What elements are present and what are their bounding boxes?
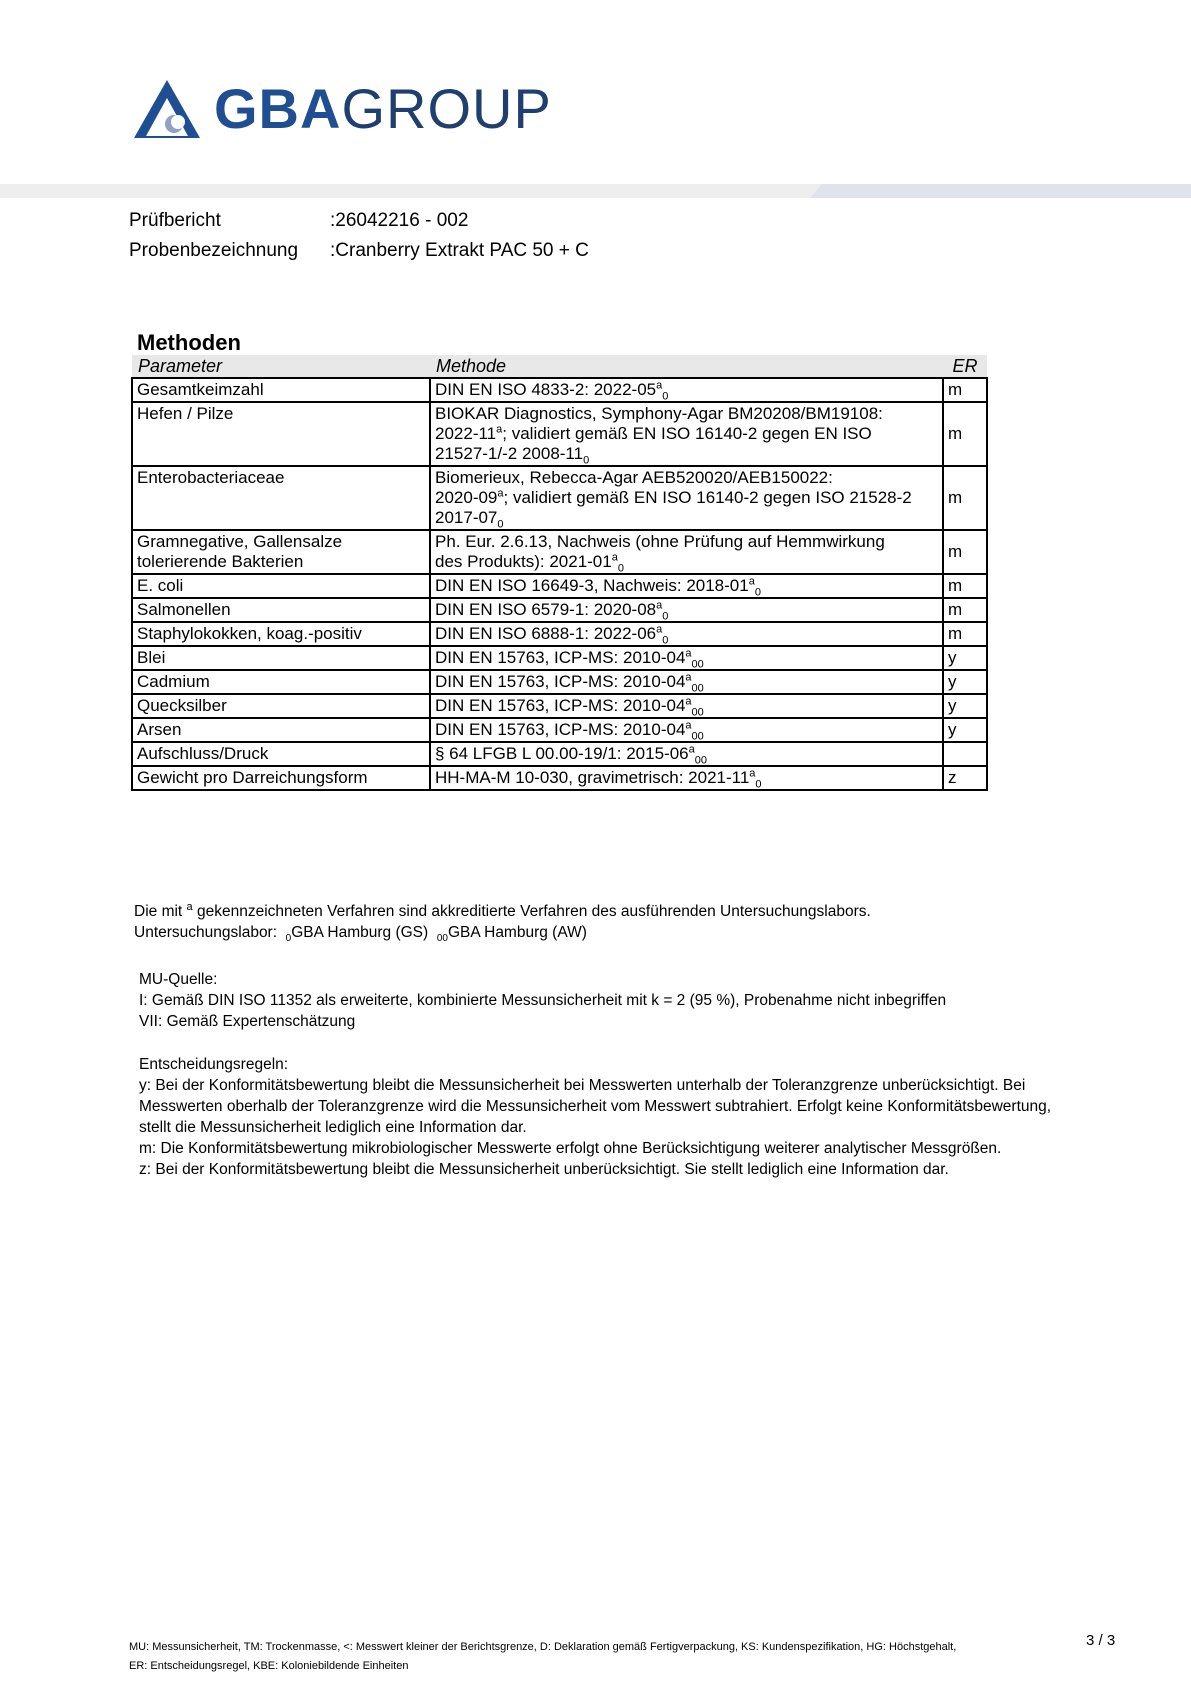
decision-rules-section xyxy=(139,1054,1079,1180)
table-row xyxy=(132,646,987,670)
column-header-er: ER xyxy=(943,355,987,378)
parameter-cell: Blei xyxy=(132,646,430,670)
table-row xyxy=(132,694,987,718)
methods-title: Methoden xyxy=(137,330,241,355)
table-row xyxy=(132,574,987,598)
rule-m: m: Die Konformitätsbewertung mikrobiologischer Messwerte erfolgt ohne Berücksichtigung weiterer analytischer Messgrößen. xyxy=(139,1140,1002,1157)
method-cell: DIN EN ISO 16649-3, Nachweis: $2018-01^a_0$ xyxy=(430,574,943,598)
sample-label: Probenbezeichnung xyxy=(129,240,299,261)
lab-note: Untersuchungslabor: $_0$GBA Hamburg (GS) $_{00}$GBA Hamburg (AW) xyxy=(134,924,587,945)
footer-abbreviations-1: MU: Messunsicherheit, TM: Trockenmasse, <: Messwert kleiner der Berichtsgrenze, D: Deklaration gemäß Fertigverpackung, KS: Kundenspezifikation, HG: Höchstgehalt, xyxy=(129,1641,957,1653)
method-cell: Ph. Eur. 2.6.13, Nachweis (ohne Prüfung auf Hemmwirkung des Produkts): $2021-01^a_0$ xyxy=(430,530,943,574)
method-cell: BIOKAR Diagnostics, Symphony-Agar BM20208/BM19108: 2022-11$^a$; validiert gemäß EN ISO 16140-2 gegen EN ISO 21527-1/-2 $2008-11_0$ xyxy=(430,402,943,466)
mu-line-1: I: Gemäß DIN ISO 11352 als erweiterte, kombinierte Messunsicherheit mit k = 2 (95 %), Probenahme nicht inbegriffen xyxy=(139,992,947,1009)
table-row xyxy=(132,598,987,622)
er-cell: m xyxy=(943,622,987,646)
accreditation-note: Die mit $^a$ gekennzeichneten Verfahren sind akkreditierte Verfahren des ausführenden Untersuchungslabors. xyxy=(134,900,871,920)
method-cell: DIN EN 15763, ICP-MS: $2010-04^a_{00}$ xyxy=(430,694,943,718)
method-cell: HH-MA-M 10-030, gravimetrisch: $2021-11^a_0$ xyxy=(430,766,943,790)
footer-abbreviations-2: ER: Entscheidungsregel, KBE: Koloniebildende Einheiten xyxy=(129,1660,409,1672)
er-cell: m xyxy=(943,402,987,466)
sample-value: :Cranberry Extrakt PAC 50 + C xyxy=(330,240,589,261)
parameter-cell: Hefen / Pilze xyxy=(132,402,430,466)
table-row xyxy=(132,622,987,646)
parameter-cell: Quecksilber xyxy=(132,694,430,718)
header-band-accent xyxy=(810,184,1191,198)
er-cell: z xyxy=(943,766,987,790)
er-cell: m xyxy=(943,574,987,598)
parameter-cell: E. coli xyxy=(132,574,430,598)
parameter-cell: Cadmium xyxy=(132,670,430,694)
mu-line-2: VII: Gemäß Expertenschätzung xyxy=(139,1013,356,1030)
gba-triangle-logo-icon xyxy=(132,78,202,140)
method-cell: DIN EN ISO 4833-2: $2022-05^a_0$ xyxy=(430,378,943,402)
page-number: 3 / 3 xyxy=(1086,1632,1116,1649)
parameter-cell: Salmonellen xyxy=(132,598,430,622)
table-row xyxy=(132,766,987,790)
column-header-method: Methode xyxy=(430,355,943,378)
er-cell: y xyxy=(943,646,987,670)
er-cell: y xyxy=(943,670,987,694)
er-cell: y xyxy=(943,718,987,742)
er-cell: m xyxy=(943,378,987,402)
parameter-cell: Arsen xyxy=(132,718,430,742)
parameter-cell: Enterobacteriaceae xyxy=(132,466,430,530)
report-value: :26042216 - 002 xyxy=(330,210,469,231)
parameter-cell: Gewicht pro Darreichungsform xyxy=(132,766,430,790)
er-cell: m xyxy=(943,466,987,530)
table-row xyxy=(132,718,987,742)
rule-z: z: Bei der Konformitätsbewertung bleibt die Messunsicherheit unberücksichtigt. Sie stellt lediglich eine Information dar. xyxy=(139,1161,949,1178)
er-cell: m xyxy=(943,598,987,622)
parameter-cell: Aufschluss/Druck xyxy=(132,742,430,766)
table-row xyxy=(132,742,987,766)
er-cell: m xyxy=(943,530,987,574)
methods-table xyxy=(131,355,988,791)
method-cell: § 64 LFGB L 00.00-19/1: $2015-06^a_{00}$ xyxy=(430,742,943,766)
er-cell: y xyxy=(943,694,987,718)
er-cell xyxy=(943,742,987,766)
table-row xyxy=(132,378,987,402)
rules-title: Entscheidungsregeln: xyxy=(139,1056,289,1073)
method-cell: DIN EN ISO 6579-1: $2020-08^a_0$ xyxy=(430,598,943,622)
parameter-cell: Gramnegative, Gallensalze tolerierende Bakterien xyxy=(132,530,430,574)
method-cell: DIN EN 15763, ICP-MS: $2010-04^a_{00}$ xyxy=(430,670,943,694)
table-row xyxy=(132,670,987,694)
method-cell: DIN EN 15763, ICP-MS: $2010-04^a_{00}$ xyxy=(430,718,943,742)
table-row xyxy=(132,466,987,530)
mu-section xyxy=(139,969,1079,1032)
company-logo xyxy=(132,78,552,140)
parameter-cell: Staphylokokken, koag.-positiv xyxy=(132,622,430,646)
mu-title: MU-Quelle: xyxy=(139,971,218,988)
report-label: Prüfbericht xyxy=(129,210,221,231)
method-cell: DIN EN ISO 6888-1: $2022-06^a_0$ xyxy=(430,622,943,646)
method-cell: Biomerieux, Rebecca-Agar AEB520020/AEB150022: 2020-09$^a$; validiert gemäß EN ISO 16140-2 gegen ISO 21528-2 $2017-07_0$ xyxy=(430,466,943,530)
column-header-parameter: Parameter xyxy=(132,355,430,378)
table-row xyxy=(132,402,987,466)
rule-y: y: Bei der Konformitätsbewertung bleibt die Messunsicherheit bei Messwerten unterhalb der Toleranzgrenze unberücksichtigt. Bei Messwerten oberhalb der Toleranzgrenze wird die Messunsicherheit vom Messwert subtrahiert. Erfolgt keine Konformitätsbewertung, stellt die Messunsicherheit lediglich eine Information dar. xyxy=(139,1077,1052,1136)
table-row xyxy=(132,530,987,574)
logo-wordmark: GBAGROUP xyxy=(214,77,552,140)
table-header-row xyxy=(132,355,987,378)
parameter-cell: Gesamtkeimzahl xyxy=(132,378,430,402)
method-cell: DIN EN 15763, ICP-MS: $2010-04^a_{00}$ xyxy=(430,646,943,670)
